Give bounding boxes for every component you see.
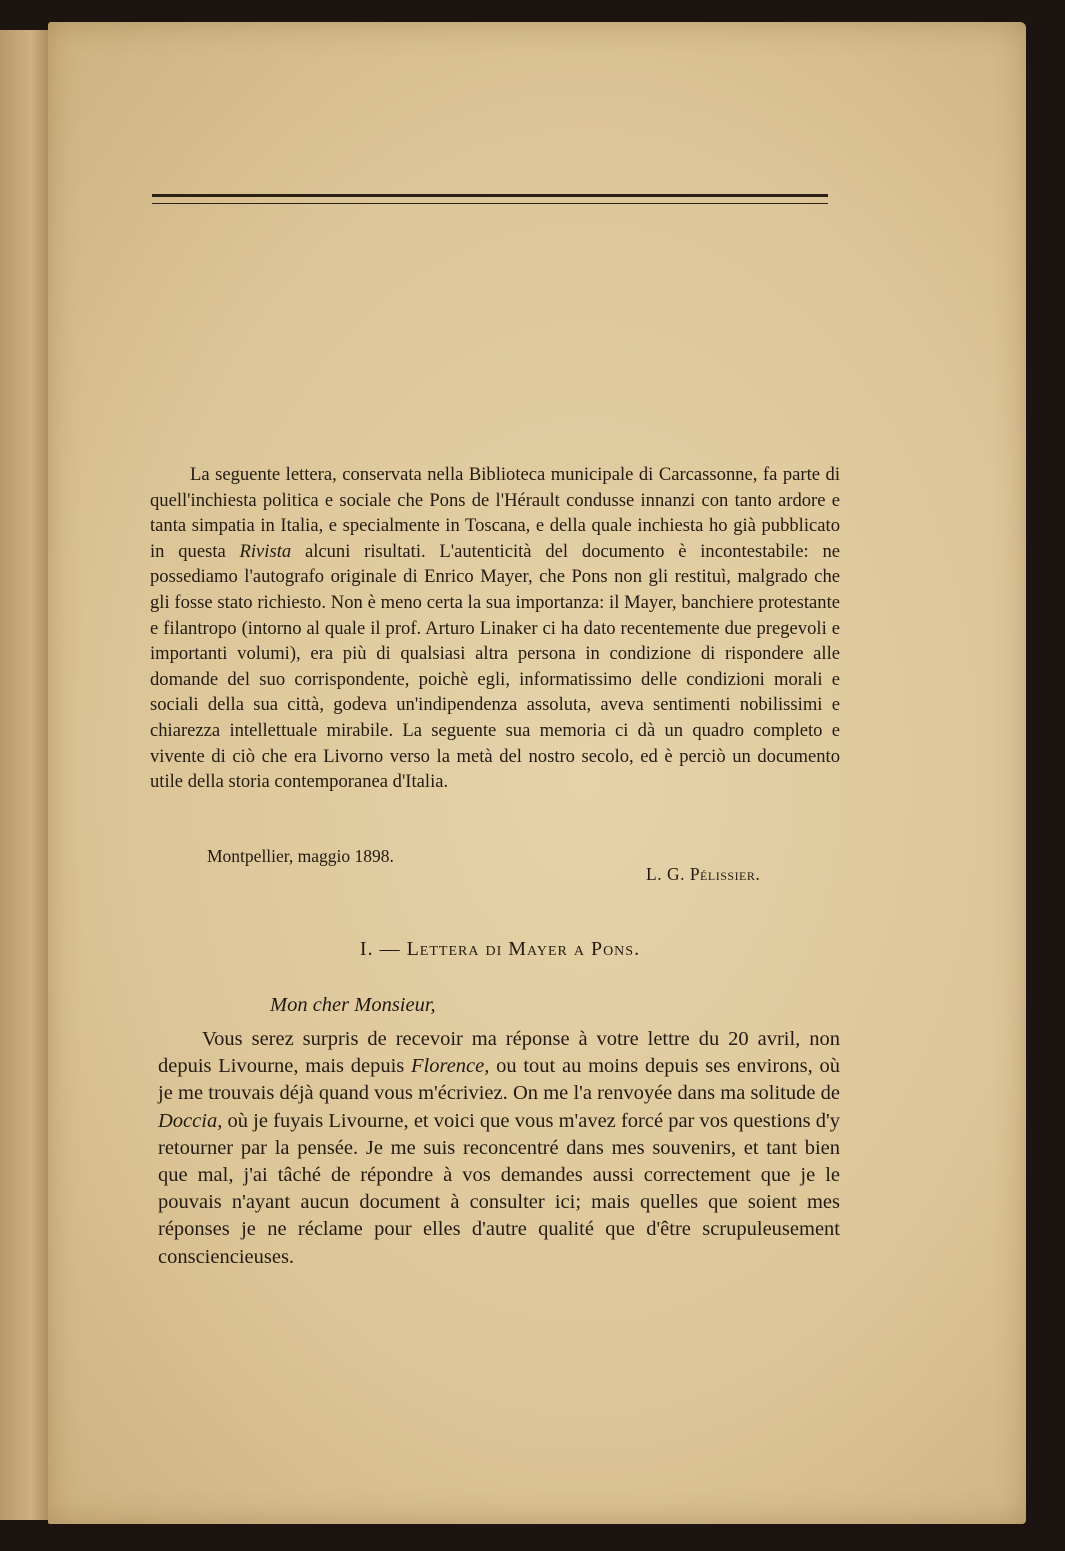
author-signature: L. G. Pélissier. [646, 864, 761, 884]
letter-paragraph [158, 1026, 840, 1271]
intro-text-2: alcuni risultati. L'autenticità del documento è incontestabile: ne possediamo l'autografo originale di Enrico Mayer, che Pons non gli restituì, malgrado che gli fosse stato richiesto. Non è meno certa la sua importanza: il Mayer, banchiere protestante e filantropo (intorno al quale il prof. Arturo Linaker ci ha dato recentemente due pregevoli e importanti volumi), era più di qualsiasi altra persona in condizione di rispondere alle domande del suo corrispondente, poichè egli, informatissimo delle condizioni morali e sociali della sua città, godeva un'indipendenza assoluta, aveva sentimenti nobilissimi e chiarezza intellettuale mirabile. La seguente sua memoria ci dà un quadro completo e vivente di ciò che era Livorno verso la metà del nostro secolo, ed è perciò un documento utile della storia contemporanea d'Italia. [150, 540, 840, 793]
section-heading: I. — Lettera di Mayer a Pons. [359, 938, 641, 960]
header-rule-thin [152, 203, 828, 204]
rivista-word: Rivista [239, 540, 292, 562]
place-date: Montpellier, maggio 1898. [207, 846, 394, 866]
intro-paragraph [150, 462, 840, 795]
header-rule-thick [152, 194, 828, 197]
letter-salutation: Mon cher Monsieur, [270, 994, 436, 1016]
introduction [150, 462, 840, 795]
doccia-word: Doccia, [158, 1109, 223, 1132]
letter-text-2: ou tout au moins depuis ses environs, où je me trouvais déjà quand vous m'écriviez. On me l'a renvoyée dans ma solitude de [158, 1055, 840, 1105]
letter-text-1: Vous serez surpris de recevoir ma réponse à votre lettre du 20 avril, non depuis Livourne, mais depuis [158, 1028, 840, 1078]
letter-text-3: où je fuyais Livourne, et voici que vous m'avez forcé par vos questions d'y retourner par la pensée. Je me suis reconcentré dans mes souvenirs, et tant bien que mal, j'ai tâché de répondre à vos demandes aussi correctement que je le pouvais n'ayant aucun document à consulter ici; mais quelles que soient mes réponses je ne réclame pour elles d'autre qualité que d'être scrupuleusement consciencieuses. [158, 1109, 840, 1268]
adjacent-page-edge [0, 30, 52, 1520]
florence-word: Florence, [411, 1055, 490, 1078]
letter-body [158, 1026, 840, 1271]
intro-text-1: La seguente lettera, conservata nella Biblioteca municipale di Carcassonne, fa parte di quell'inchiesta politica e sociale che Pons de l'Hérault condusse innanzi con tanto ardore e tanta simpatia in Italia, e specialmente in Toscana, e della quale inchiesta ho già pubblicato in questa [150, 464, 840, 562]
